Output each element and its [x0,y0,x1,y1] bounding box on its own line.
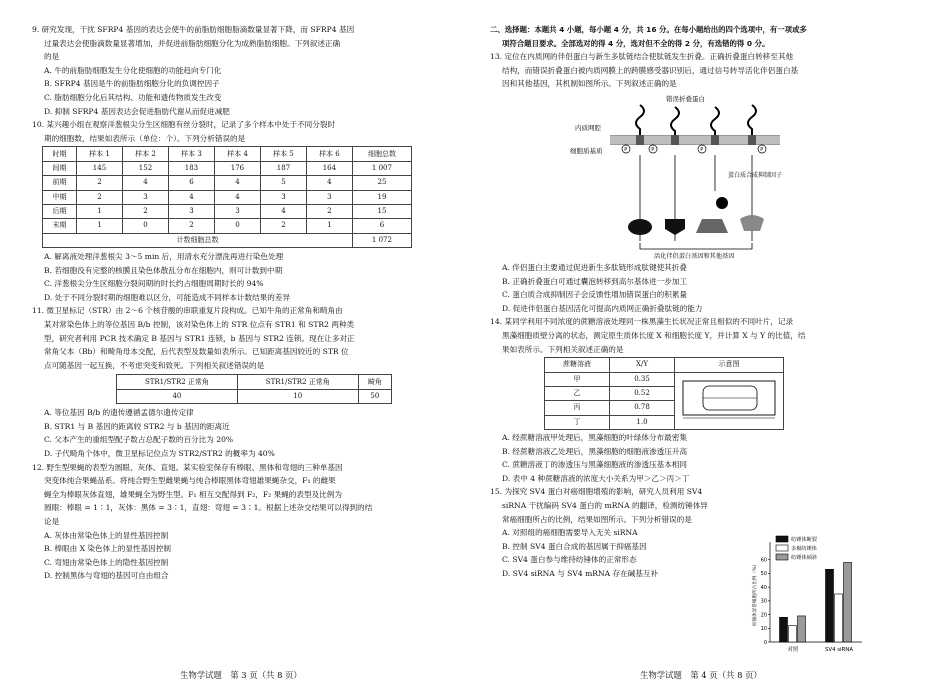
q12-option-b: B. 棒眼由 X 染色体上的显性基因控制 [44,544,171,554]
table-cell: 0 [122,219,168,233]
q15-stem-line: siRNA 干扰编码 SV4 蛋白的 mRNA 的翻译，检测纺锤体异 [502,501,708,511]
phosphate-label: P [760,146,764,153]
table-row [43,204,412,218]
question-15 [490,485,760,580]
q11-table [116,374,392,404]
label-er-lumen: 内质网腔 [575,123,601,132]
misfolded-protein-chain [671,107,679,136]
table-cell: 25 [352,176,411,190]
q13-option-a: A. 伴侣蛋白主要通过促进新生多肽链形成肽键使其折叠 [502,262,687,272]
q11-stem-line: 点可随基因一起互换，不考虑突变和致死。下列相关叙述错误的是 [44,360,265,370]
table-row [545,372,784,386]
table-cell: 1 [77,204,123,218]
q11-stem-line: 常角父本（Bb）和畸角母本交配，后代表型及数量如表所示。已知距离基因较近的 STR 位 [44,347,349,357]
label-cytosol: 细胞质基质 [570,146,603,155]
table-cell: 0.78 [610,401,675,415]
table-cell: 丁 [545,415,610,429]
table-cell: 187 [260,161,306,175]
q14-table-header [545,358,784,372]
table-cell: 乙 [545,386,610,400]
q9-stem-line: 过量表达会使脂滴数量显著增加，并促进前脂肪细胞分化为成熟脂肪细胞。下列叙述正确 [44,38,341,48]
label-activated-genes: 活化伴侣蛋白基因和其他基因 [654,252,735,260]
table-cell: 4 [214,190,260,204]
q14-option-c: C. 蔗糖溶液丁的渗透压与黑藻细胞液的渗透压基本相同 [502,460,688,470]
q12-option-a: A. 灰体由常染色体上的显性基因控制 [44,530,169,540]
table-header-cell: 样本 1 [77,147,123,161]
table-cell: 152 [122,161,168,175]
q12-stem-line: 圆眼：棒眼 = 1∶1，灰体：黑体 = 3∶1，直翅：弯翅 = 3∶1。根据上述杂交结果可以得到的结 [44,503,373,513]
table-cell: 145 [77,161,123,175]
transmembrane-sensor [748,135,756,145]
section-heading-line: 二、选择题：本题共 4 小题，每小题 4 分，共 16 分。在每小题给出的四个选项中，有一项或多 [490,25,807,34]
table-cell: 1 007 [352,161,411,175]
table-cell: 1 [77,219,123,233]
table-cell: 3 [260,190,306,204]
table-header-cell: STR1/STR2 正常角 [237,375,358,389]
y-tick-label: 60 [760,557,767,564]
table-cell: 50 [358,389,391,403]
q12-option-d: D. 控制黑体与弯翅的基因可自由组合 [44,571,169,581]
q15-stem-line: 常癌细胞所占的比例，结果如图所示。下列分析错误的是 [502,514,692,524]
table-cell: 4 [306,176,352,190]
label-inhibitor-factor [728,171,782,179]
q11-stem-line: 某对常染色体上的等位基因 B/b 控制，该对染色体上的 STR 位点有 STR1 和 STR2 两种类 [44,320,355,330]
table-cell: 4 [122,176,168,190]
table-header-cell: 示意图 [675,358,784,372]
y-tick-label: 20 [760,612,767,619]
page-footer-left: 生物学试题 第 3 页（共 8 页） [180,670,302,680]
table-header-cell: STR1/STR2 正常角 [117,375,238,389]
page-footer-right: 生物学试题 第 4 页（共 8 页） [640,670,762,680]
table-cell: 中期 [43,190,77,204]
q9-option-c: C. 脂肪细胞分化后其结构、功能和遗传物质发生改变 [44,92,222,102]
table-row [117,389,392,403]
table-cell: 5 [260,176,306,190]
phosphate-label: P [624,146,628,153]
q9-option-b: B. SFRP4 基因是牛的前脂肪细胞分化的负调控因子 [44,79,220,89]
q12-stem-line: 12. 野生型果蝇的表型为圆眼、灰体、直翅。某实验室保存有棒眼、黑体和弯翅的三种单基因 [32,462,343,472]
q15-option-c: C. SV4 蛋白参与维持纺锤体的正常形态 [502,555,637,565]
q10-stem-line: 期的细胞数，结果如表所示（单位：个）。下列分析错误的是 [44,133,246,143]
q12-stem-line: 论是 [44,516,60,526]
y-tick-label: 10 [760,626,767,633]
table-cell: 3 [306,190,352,204]
table-cell: 15 [352,204,411,218]
q11-table-header [117,375,392,389]
table-cell: 4 [214,176,260,190]
q12-stem-line: 蝇全为棒眼灰体直翅，雄果蝇全为野生型。F₁ 相互交配得到 F₂，F₂ 果蝇的表型及比例为 [44,489,342,499]
q14-table [544,357,784,430]
y-tick-label: 50 [760,571,767,578]
q13-option-c: C. 蛋白质合成抑制因子会反馈性增加错误蛋白的积累量 [502,290,688,300]
q15-option-d: D. SV4 siRNA 与 SV4 mRNA 存在碱基互补 [502,569,659,579]
q14-stem-line: 14. 某同学利用不同浓度的蔗糖溶液处理同一株黑藻生长状况正常且相似的不同叶片，记录 [490,317,794,327]
y-tick-label: 0 [763,639,767,646]
legend-swatch [776,536,788,542]
transmembrane-sensor [636,135,644,145]
table-total-value: 1 072 [352,233,411,247]
table-cell: 6 [168,176,214,190]
q12-option-c: C. 弯翅由常染色体上的隐性基因控制 [44,557,169,567]
question-9 [32,23,452,118]
left-page [32,0,452,688]
q13-option-b: B. 正确折叠蛋白可通过囊泡转移到高尔基体进一步加工 [502,276,688,286]
table-cell: 3 [122,190,168,204]
bar [780,617,788,642]
table-cell: 2 [122,204,168,218]
table-total-label: 计数细胞总数 [43,233,353,247]
q15-option-b: B. 控制 SV4 蛋白合成的基因属于抑癌基因 [502,541,647,551]
table-header-cell: 蔗糖溶液 [545,358,610,372]
question-13 [490,50,922,315]
table-cell: 1 [306,219,352,233]
q14-option-b: B. 经蔗糖溶液乙处理后，黑藻细胞的细胞液渗透压升高 [502,446,688,456]
table-cell: 前期 [43,176,77,190]
q11-option-b: B. STR1 与 B 基因的距离较 STR2 与 b 基因的距离近 [44,421,230,431]
table-header-cell: X/Y [610,358,675,372]
q14-stem-line: 黑藻细胞质壁分离的状态，测定原生质体长度 X 和细胞长度 Y，并计算 X 与 Y 的比值，结 [502,330,806,340]
q10-stem-line: 10. 某兴趣小组在观察洋葱根尖分生区细胞有丝分裂时，记录了多个样本中处于不同分裂时 [32,120,336,130]
table-cell: 2 [306,204,352,218]
table-row [43,233,412,247]
table-header-cell: 样本 6 [306,147,352,161]
table-header-cell: 时期 [43,147,77,161]
q10-table-header [43,147,412,161]
question-10 [32,118,452,304]
table-header-cell: 样本 2 [122,147,168,161]
gene-activation-bracket [640,243,752,249]
table-cell: 1.0 [610,415,675,429]
table-row [43,190,412,204]
table-cell: 丙 [545,401,610,415]
table-header-cell: 样本 3 [168,147,214,161]
table-cell: 3 [168,204,214,218]
q14-stem-line: 果如表所示。下列相关叙述正确的是 [502,344,624,354]
table-cell: 2 [77,190,123,204]
q11-stem-line: 型，研究者利用 PCR 技术确定 B 基因与 STR1 连锁，b 基因与 STR2 连锁。现在让多对正 [44,333,355,343]
table-cell: 6 [352,219,411,233]
table-cell: 3 [214,204,260,218]
table-row [43,219,412,233]
table-cell: 0 [214,219,260,233]
table-cell: 176 [214,161,260,175]
table-cell: 2 [168,219,214,233]
section-heading [490,23,922,50]
table-cell: 甲 [545,372,610,386]
protein-product-shape [628,219,652,235]
table-cell: 间期 [43,161,77,175]
protein-product-shape [696,219,728,233]
q11-stem-line: 11. 微卫星标记（STR）由 2～6 个核苷酸的串联重复片段构成。已知牛角的正常角和畸角由 [32,306,343,316]
q11-option-a: A. 等位基因 B/b 的遗传遵循孟德尔遗传定律 [44,408,194,418]
x-tick-label: 对照 [787,647,799,653]
q15-option-a: A. 对照组的癌细胞需要导入无关 siRNA [502,528,638,538]
q10-option-d: D. 处于不同分裂时期的细胞难以区分，可能造成不同样本计数结果的差异 [44,292,291,302]
plant-cell-schematic [679,375,779,421]
q13-stem-line: 因和其他基因，其机制如图所示。下列叙述正确的是 [502,79,677,89]
table-cell: 183 [168,161,214,175]
table-cell: 2 [77,176,123,190]
legend-label: 纺锤体倾斜 [791,555,817,561]
phosphate-label: P [651,146,655,153]
table-cell: 末期 [43,219,77,233]
table-cell: 4 [260,204,306,218]
bar [789,626,797,642]
x-tick-label: SV4 siRNA [824,647,854,653]
bar [835,594,843,642]
q13-stem-line: 结构，而错误折叠蛋白被内质网膜上的跨膜感受器识别后，通过信号转导活化伴侣蛋白基 [502,65,799,75]
question-12 [32,461,452,583]
table-cell: 2 [260,219,306,233]
question-11 [32,304,452,460]
y-tick-label: 40 [760,584,767,591]
question-14 [490,315,922,485]
label-misfolded-protein: 错误折叠蛋白 [666,94,705,103]
table-header-cell: 畸角 [358,375,391,389]
misfolded-protein-chain [636,105,644,136]
bar [826,569,834,642]
legend-swatch [776,554,788,560]
table-cell: 164 [306,161,352,175]
q10-option-c: C. 洋葱根尖分生区细胞分裂间期的时长约占细胞周期时长的 94% [44,279,264,289]
q14-option-a: A. 经蔗糖溶液甲处理后，黑藻细胞的叶绿体分布最密集 [502,433,687,443]
legend-label: 多极纺锤体 [791,546,817,552]
q10-table [42,146,412,248]
table-cell: 19 [352,190,411,204]
q9-stem-line: 的是 [44,52,60,62]
q13-option-d: D. 促进伴侣蛋白基因活化可提高内质网正确折叠肽链的能力 [502,303,703,313]
table-row [43,176,412,190]
transmembrane-sensor [711,135,719,145]
q15-stem-line: 15. 为探究 SV4 蛋白对癌细胞增殖的影响，研究人员利用 SV4 [490,487,703,497]
bar [844,562,852,642]
q13-diagram [490,91,922,261]
y-axis-label: 纺锤体异常细胞所占比例（%） [753,561,758,627]
table-header-cell: 样本 5 [260,147,306,161]
q9-stem-line: 9. 研究发现，干扰 SFRP4 基因的表达会使牛的前脂肪细胞脂滴数量显著下降，而 SFRP4 基因 [32,25,355,34]
q9-option-a: A. 牛的前脂肪细胞发生分化使细胞的功能趋向专门化 [44,65,222,75]
misfolded-protein-chain [748,105,756,136]
q15-bar-chart [750,530,870,662]
legend-swatch [776,545,788,551]
table-cell: 0.35 [610,372,675,386]
table-header-cell: 细胞总数 [352,147,411,161]
table-cell: 4 [168,190,214,204]
q14-schematic-cell [675,372,784,430]
q14-option-d: D. 表中 4 种蔗糖溶液的浓度大小关系为甲＞乙＞丙＞丁 [502,473,690,483]
q10-option-a: A. 解离液处理洋葱根尖 3～5 min 后，用清水充分漂洗再进行染色处理 [44,252,284,262]
q9-option-d: D. 抑制 SFRP4 基因表达会促进脂肪代谢从而促进减肥 [44,106,230,116]
legend-label: 纺锤体断裂 [791,537,817,543]
section-heading-line: 项符合题目要求。全部选对的得 4 分，选对但不全的得 2 分，有选错的得 0 分。 [502,38,770,48]
protein-product-shape [665,219,685,235]
table-row [43,161,412,175]
q12-stem-line: 突变体纯合果蝇品系。将纯合野生型雌果蝇与纯合棒眼黑体弯翅雄果蝇杂交，F₁ 的雌果 [44,476,336,486]
q10-option-b: B. 若细胞没有完整的核膜且染色体散乱分布在细胞内，则可计数到中期 [44,265,283,275]
table-cell: 40 [117,389,238,403]
table-header-cell: 样本 4 [214,147,260,161]
q13-stem-line: 13. 定位在内质网的伴侣蛋白与新生多肽链结合使肽链发生折叠。正确折叠蛋白转移至其他 [490,52,794,62]
phosphate-label: P [700,146,704,153]
inhibitor-factor-shape [716,197,728,209]
table-cell: 后期 [43,204,77,218]
table-cell: 0.52 [610,386,675,400]
protein-product-shape [740,215,764,231]
misfolded-protein-chain [711,107,719,136]
q11-option-c: C. 父本产生的重组型配子数占总配子数的百分比为 20% [44,435,234,445]
q11-option-d: D. 子代畸角个体中，微卫星标记位点为 STR2/STR2 的概率为 40% [44,448,275,458]
label-inhibitor-factor-text: 蛋白质合成抑制因子 [728,171,783,179]
bar [798,616,806,642]
transmembrane-sensor [671,135,679,145]
y-tick-label: 30 [760,598,767,605]
table-cell: 10 [237,389,358,403]
